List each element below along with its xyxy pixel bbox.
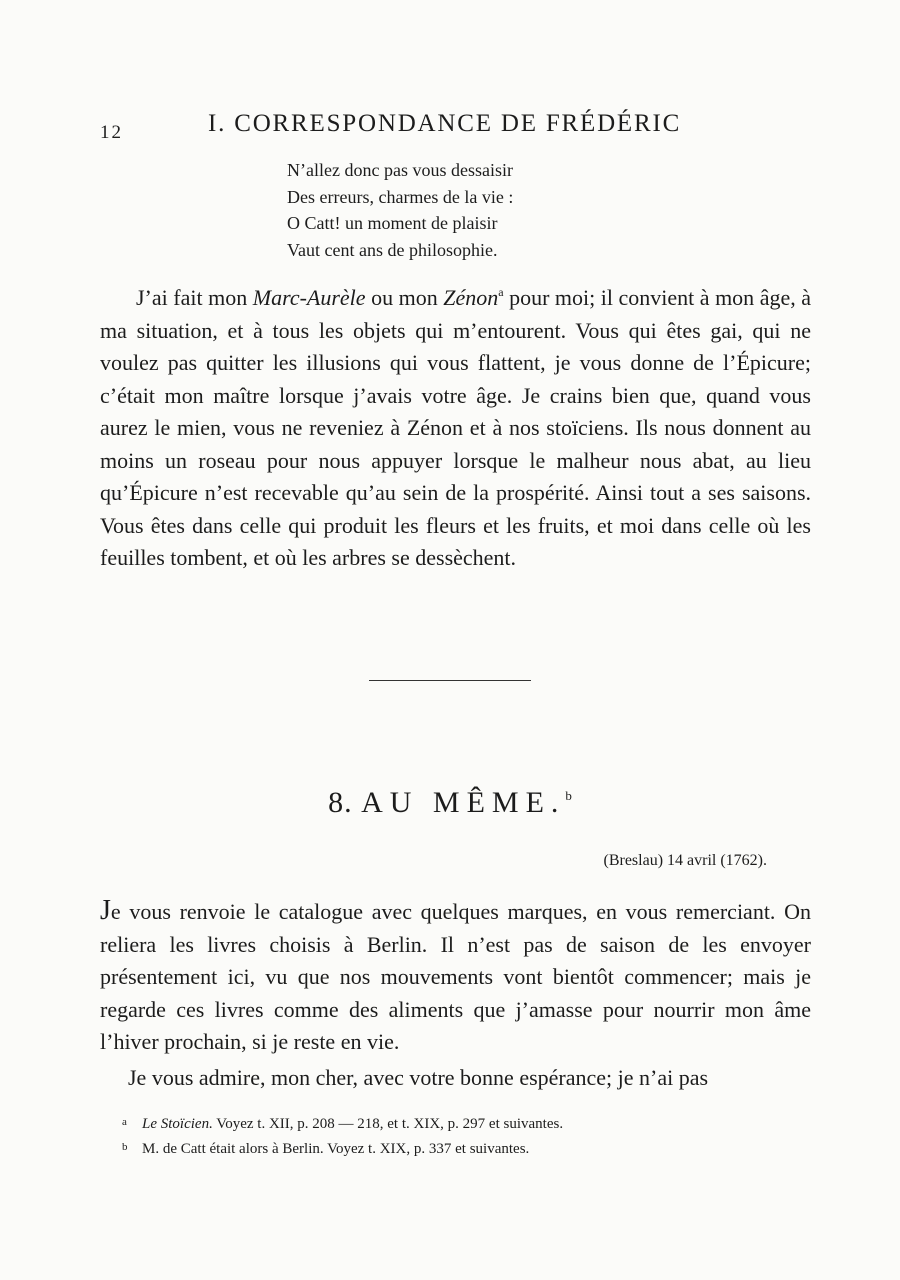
dateline: (Breslau) 14 avril (1762). [603,852,767,869]
verse-line: Des erreurs, charmes de la vie : [287,186,514,207]
verse-line: Vaut cent ans de philosophie. [287,239,498,260]
verse-quatrain [287,157,513,263]
verse-line: N’allez donc pas vous dessaisir [287,160,513,180]
section-divider [369,680,531,681]
paragraph-text: ou mon [365,285,444,310]
letter-title [361,786,572,819]
footnote-reference: b [565,788,572,803]
letter-heading [0,786,900,820]
running-title: I. CORRESPONDANCE DE FRÉDÉRIC [208,110,682,137]
footnote [122,1136,563,1161]
initial-letter: J [100,895,111,926]
page-number: 12 [100,122,123,143]
italic-name: Zénon [443,285,499,310]
footnote-text: M. de Catt était alors à Berlin. Voyez t. XIX, p. 337 et suivantes. [142,1141,530,1157]
footnote-reference: a [498,285,504,299]
paragraph-text: e vous renvoie le catalogue avec quelques marques, en vous remerciant. On reliera les livres choisis à Berlin. Il n’est pas de saison de les envoyer présentement ici, vu que nos mouvements vont bientôt commencer; mais je regarde ces livres comme des aliments que j’amasse pour nourrir mon âme l’hiver prochain, si je reste en vie. [100,899,811,1054]
body-paragraph [100,895,811,1059]
italic-title: Marc-Aurèle [252,285,366,310]
body-paragraph [100,282,811,575]
footnote-italic: Le Stoïcien. [142,1116,213,1132]
body-paragraph: Je vous admire, mon cher, avec votre bonne espérance; je n’ai pas [128,1065,709,1090]
paragraph-text: J’ai fait mon [136,285,253,310]
paragraph-text: pour moi; il convient à mon âge, à ma situation, et à tous les objets qui m’entourent. Vous qui êtes gai, qui ne voulez pas quitter les illusions qui vous flattent, je vous donne de l’Épicure; c’était mon maître lorsque j’avais votre âge. Je crains bien que, quand vous aurez le mien, vous ne reveniez à Zénon et à nos stoïciens. Ils nous donnent au moins un roseau pour nous appuyer lorsque le malheur nous abat, au lieu qu’Épicure n’est recevable qu’au sein de la prospérité. Ainsi tout a ses saisons. Vous êtes dans celle qui produit les fleurs et les fruits, et moi dans celle où les feuilles tombent, et où les arbres se dessèchent. [100,285,811,570]
letter-title-text: AU MÊME. [361,786,566,819]
running-head [100,110,810,144]
footnotes [122,1111,563,1161]
letter-number: 8. [328,786,353,819]
footnote [122,1111,563,1136]
footnote-marker: a [122,1116,127,1128]
footnote-marker: b [122,1141,128,1153]
footnote-text: Voyez t. XII, p. 208 — 218, et t. XIX, p. 297 et suivantes. [212,1116,564,1132]
verse-line: O Catt! un moment de plaisir [287,213,498,233]
